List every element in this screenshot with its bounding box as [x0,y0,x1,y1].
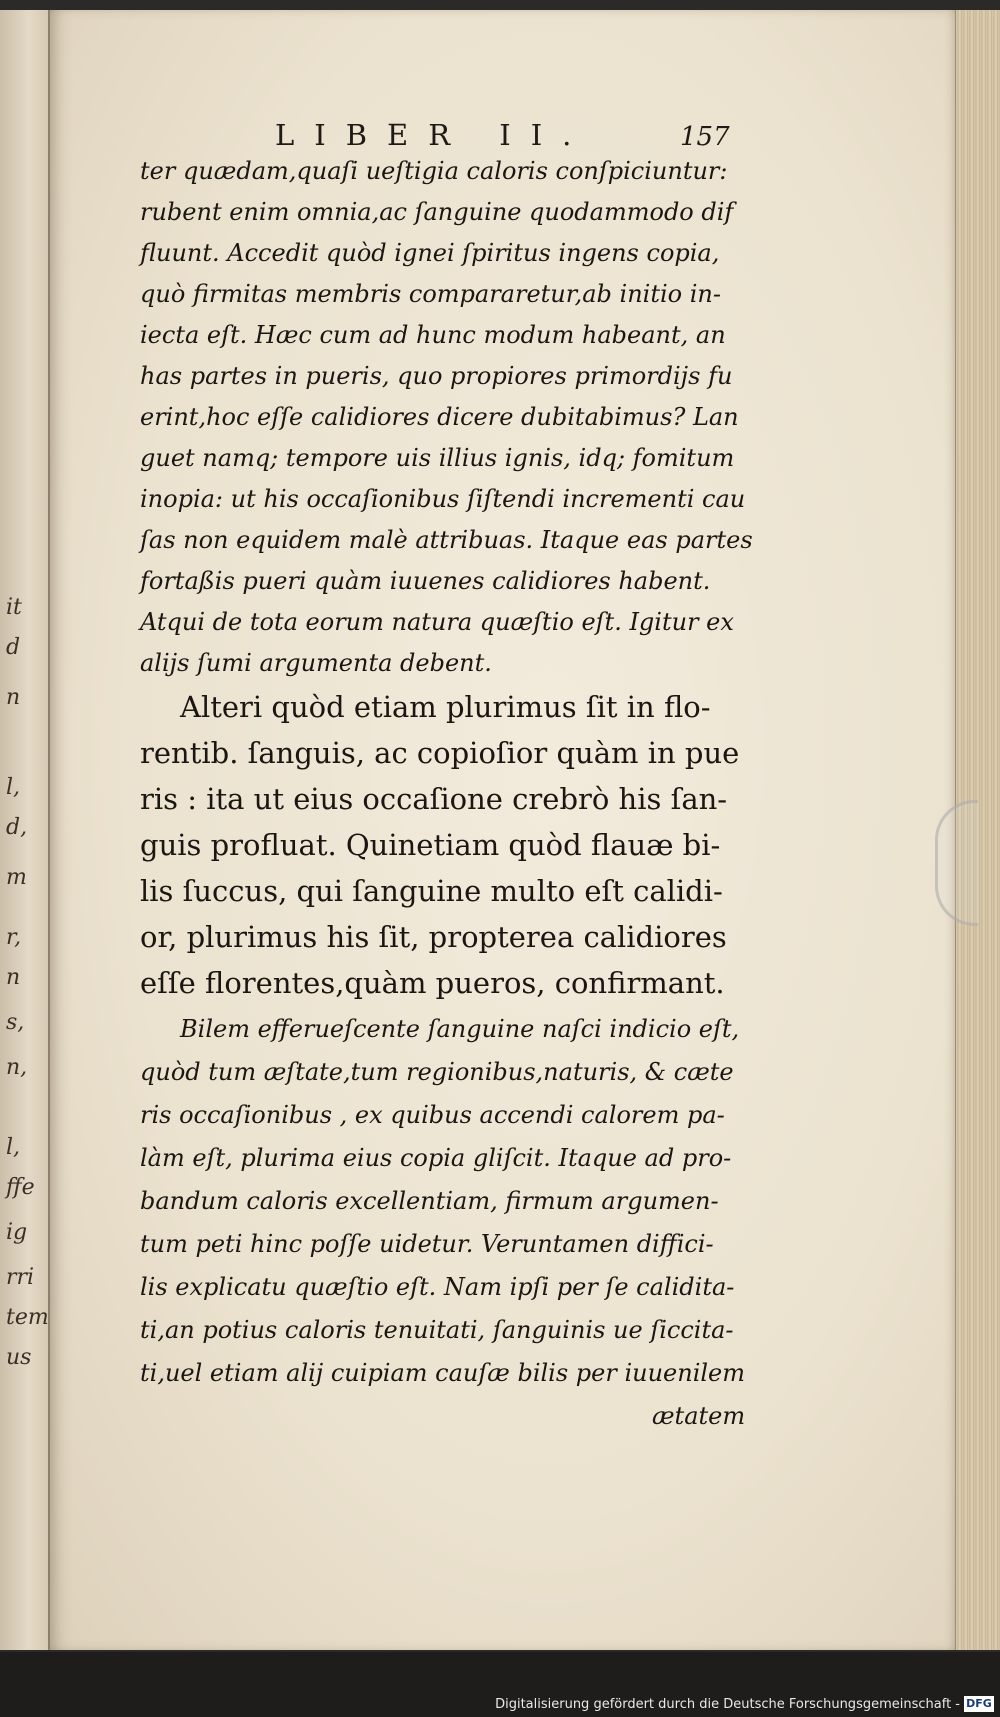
text-line: làm eſt, plurima eius copia gliſcit. Itaque ad pro- [140,1144,732,1172]
text-line: erint,hoc eſſe calidiores dicere dubitabimus? Lan [140,403,739,431]
text-line: ti,an potius caloris tenuitati, ſanguinis ue ſiccita- [140,1316,734,1344]
text-line: guet namq; tempore uis illius ignis, idq; fomitum [140,444,735,472]
text-line: quò firmitas membris compararetur,ab initio in- [140,280,721,308]
text-line: rubent enim omnia,ac ſanguine quodammodo dif [140,198,734,226]
text-line: rentib. ſanguis, ac copioſior quàm in pue [140,736,740,770]
text-line: or, plurimus his ſit, propterea calidiores [140,920,727,954]
left-fragment: ig [6,1220,28,1245]
text-line: ſas non equidem malè attribuas. Itaque eas partes [140,526,753,554]
left-fragment: m [6,865,27,890]
left-fragment: tem [6,1305,49,1330]
text-line: tum peti hinc poſſe uidetur. Veruntamen diffici- [140,1230,714,1258]
text-line: bandum caloris excellentiam, firmum argumen- [140,1187,719,1215]
left-fragment: r, [6,925,22,950]
text-line: Alteri quòd etiam plurimus ſit in flo- [180,690,711,724]
digitization-credit: Digitalisierung gefördert durch die Deutsche Forschungsgemeinschaft - [495,1697,960,1712]
left-fragment: d, [6,815,28,840]
text-line: ris occaſionibus , ex quibus accendi calorem pa- [140,1101,725,1129]
page-number: 157 [680,122,730,152]
left-fragment: rri [6,1265,35,1290]
left-fragment: l, [6,1135,21,1160]
text-line: quòd tum æſtate,tum regionibus,naturis, & cæte [140,1058,734,1086]
left-fragment: it [6,595,22,620]
text-line: fortaßis pueri quàm iuuenes calidiores habent. [140,567,711,595]
left-fragment: n, [6,1055,28,1080]
page-clip [935,800,978,926]
dfg-logo: DFG [964,1696,994,1712]
text-line: eſſe florentes,quàm pueros, confirmant. [140,966,725,1000]
left-fragment: n [6,685,21,710]
left-fragment: n [6,965,21,990]
text-line: lis ſuccus, qui ſanguine multo eſt calidi- [140,874,723,908]
running-title: LIBER II. [275,118,592,152]
text-line: fluunt. Accedit quòd ignei ſpiritus ingens copia, [140,239,720,267]
left-fragment: us [6,1345,32,1370]
text-line: inopia: ut his occaſionibus ſiſtendi incrementi cau [140,485,746,513]
left-fragment: s, [6,1010,25,1035]
text-line: Bilem efferueſcente ſanguine naſci indicio eſt, [180,1015,740,1043]
text-line: iecta eſt. Hæc cum ad hunc modum habeant, an [140,321,726,349]
text-line: ti,uel etiam alij cuipiam cauſæ bilis per iuuenilem [140,1359,746,1387]
catchword: ætatem [652,1402,746,1430]
text-line: guis profluat. Quinetiam quòd flauæ bi- [140,828,721,862]
text-line: has partes in pueris, quo propiores primordijs fu [140,362,733,390]
left-fragment: d [6,635,21,660]
left-page-edge [0,10,50,1650]
text-line: Atqui de tota eorum natura quæſtio eſt. Igitur ex [140,608,734,636]
left-fragment: l, [6,775,21,800]
text-line: alijs ſumi argumenta debent. [140,649,492,677]
left-page-fragments [2,10,49,1650]
text-line: lis explicatu quæſtio eſt. Nam ipſi per ſe calidita- [140,1273,735,1301]
left-fragment: ffe [6,1175,35,1200]
text-line: ter quædam,quaſi ueſtigia caloris conſpiciuntur: [140,157,728,185]
text-line: ris : ita ut eius occaſione crebrò his ſan- [140,782,728,816]
book-page [50,10,955,1650]
